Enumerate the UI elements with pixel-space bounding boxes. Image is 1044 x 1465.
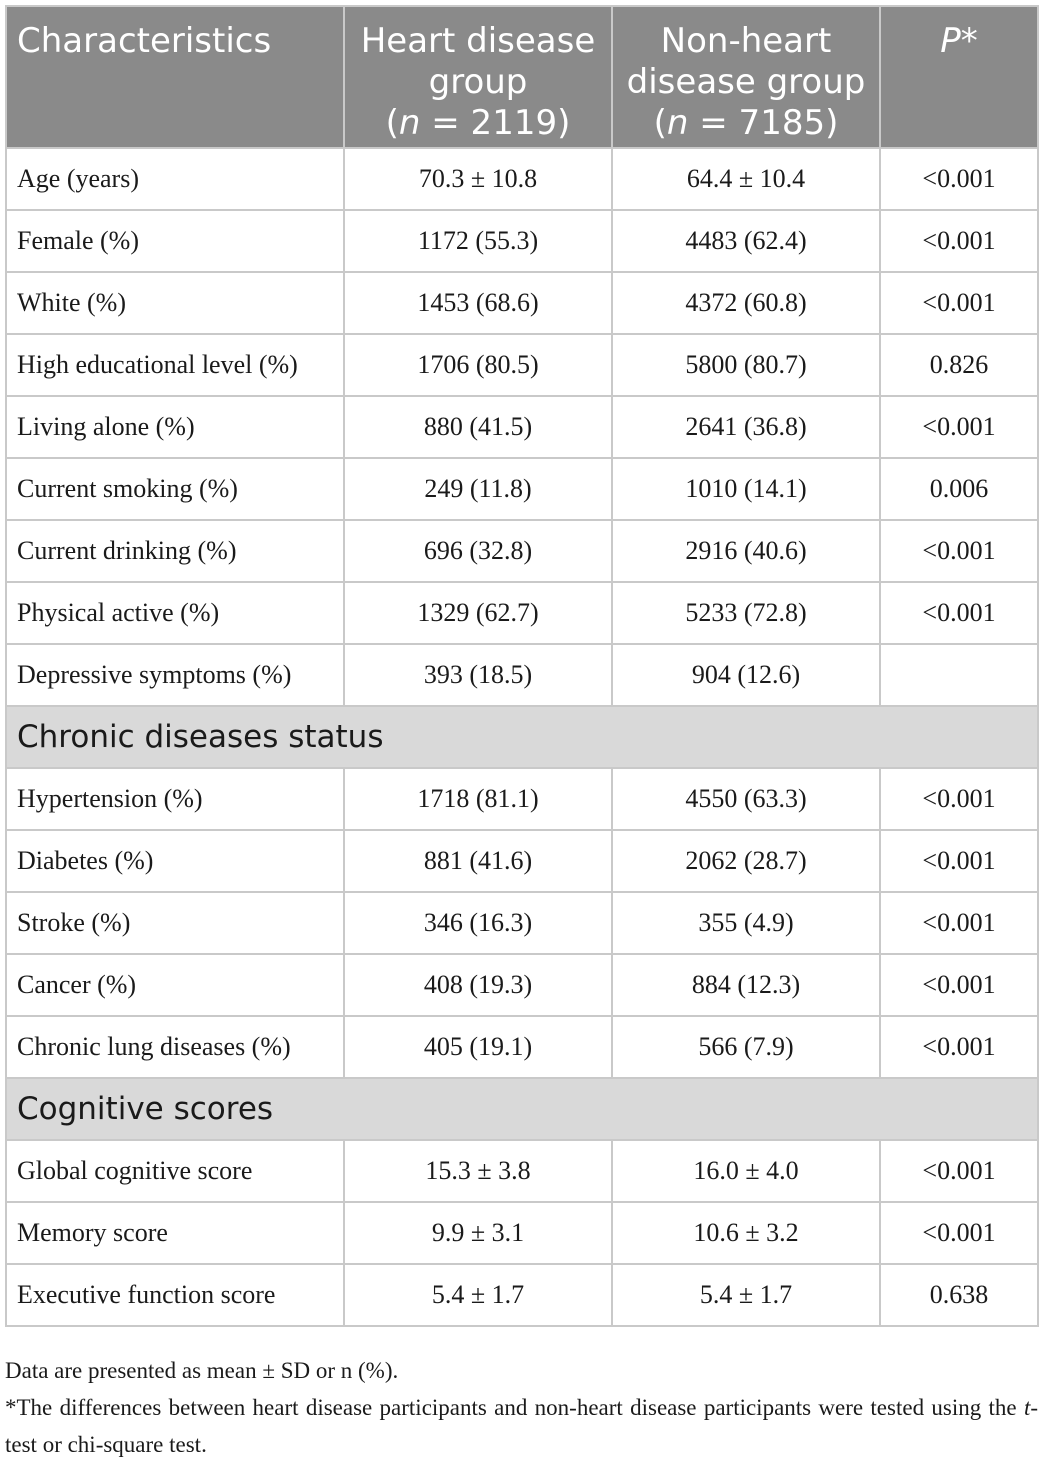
header-non-heart-disease-group: Non-heart disease group (n = 7185) <box>612 6 880 148</box>
heart-value: 346 (16.3) <box>344 892 612 954</box>
row-label: High educational level (%) <box>6 334 344 396</box>
table-row <box>6 892 1038 954</box>
characteristics-table <box>5 5 1039 1327</box>
p-value: 0.638 <box>880 1264 1038 1326</box>
row-label: White (%) <box>6 272 344 334</box>
heart-value: 15.3 ± 3.8 <box>344 1140 612 1202</box>
p-value: <0.001 <box>880 272 1038 334</box>
row-label: Female (%) <box>6 210 344 272</box>
table-row <box>6 768 1038 830</box>
row-label: Chronic lung diseases (%) <box>6 1016 344 1078</box>
heart-value: 1172 (55.3) <box>344 210 612 272</box>
nonheart-value: 2641 (36.8) <box>612 396 880 458</box>
nonheart-value: 884 (12.3) <box>612 954 880 1016</box>
table-row <box>6 458 1038 520</box>
p-value: <0.001 <box>880 396 1038 458</box>
table-row <box>6 210 1038 272</box>
nonheart-value: 5233 (72.8) <box>612 582 880 644</box>
p-value: <0.001 <box>880 1140 1038 1202</box>
nonheart-value: 355 (4.9) <box>612 892 880 954</box>
section-title: Cognitive scores <box>6 1078 1038 1140</box>
row-label: Current smoking (%) <box>6 458 344 520</box>
p-value: <0.001 <box>880 582 1038 644</box>
row-label: Depressive symptoms (%) <box>6 644 344 706</box>
heart-value: 880 (41.5) <box>344 396 612 458</box>
nonheart-value: 5800 (80.7) <box>612 334 880 396</box>
nonheart-value: 1010 (14.1) <box>612 458 880 520</box>
table-row <box>6 1202 1038 1264</box>
row-label: Physical active (%) <box>6 582 344 644</box>
nonheart-value: 2062 (28.7) <box>612 830 880 892</box>
table-header-row <box>6 6 1038 148</box>
heart-value: 5.4 ± 1.7 <box>344 1264 612 1326</box>
nonheart-value: 64.4 ± 10.4 <box>612 148 880 210</box>
row-label: Stroke (%) <box>6 892 344 954</box>
table-row <box>6 1140 1038 1202</box>
row-label: Memory score <box>6 1202 344 1264</box>
table-row <box>6 582 1038 644</box>
row-label: Current drinking (%) <box>6 520 344 582</box>
nonheart-value: 4483 (62.4) <box>612 210 880 272</box>
p-value: <0.001 <box>880 768 1038 830</box>
heart-value: 1453 (68.6) <box>344 272 612 334</box>
table-row <box>6 954 1038 1016</box>
p-value: <0.001 <box>880 954 1038 1016</box>
table-row <box>6 644 1038 706</box>
row-label: Cancer (%) <box>6 954 344 1016</box>
p-value: <0.001 <box>880 892 1038 954</box>
heart-value: 881 (41.6) <box>344 830 612 892</box>
heart-value: 249 (11.8) <box>344 458 612 520</box>
heart-value: 408 (19.3) <box>344 954 612 1016</box>
table-row <box>6 148 1038 210</box>
p-value: <0.001 <box>880 1016 1038 1078</box>
heart-value: 393 (18.5) <box>344 644 612 706</box>
heart-value: 405 (19.1) <box>344 1016 612 1078</box>
heart-value: 9.9 ± 3.1 <box>344 1202 612 1264</box>
heart-value: 1329 (62.7) <box>344 582 612 644</box>
table-row <box>6 1264 1038 1326</box>
table-row <box>6 334 1038 396</box>
row-label: Age (years) <box>6 148 344 210</box>
table-row <box>6 1016 1038 1078</box>
table-row <box>6 520 1038 582</box>
header-p-value: P* <box>880 6 1038 148</box>
table-row <box>6 396 1038 458</box>
footnote-statistical-test: *The differences between heart disease participants and non-heart disease participants were tested using the t-test or chi-square test. <box>5 1395 1038 1457</box>
footnote-data-presentation: Data are presented as mean ± SD or n (%). <box>5 1358 399 1383</box>
nonheart-value: 10.6 ± 3.2 <box>612 1202 880 1264</box>
p-value: <0.001 <box>880 830 1038 892</box>
p-value: <0.001 <box>880 210 1038 272</box>
p-value <box>880 644 1038 706</box>
p-value: <0.001 <box>880 520 1038 582</box>
row-label: Global cognitive score <box>6 1140 344 1202</box>
nonheart-value: 5.4 ± 1.7 <box>612 1264 880 1326</box>
row-label: Executive function score <box>6 1264 344 1326</box>
nonheart-value: 2916 (40.6) <box>612 520 880 582</box>
p-value: 0.826 <box>880 334 1038 396</box>
p-value: 0.006 <box>880 458 1038 520</box>
header-heart-disease-group: Heart disease group (n = 2119) <box>344 6 612 148</box>
section-row-cognitive-scores <box>6 1078 1038 1140</box>
heart-value: 1706 (80.5) <box>344 334 612 396</box>
row-label: Hypertension (%) <box>6 768 344 830</box>
heart-value: 1718 (81.1) <box>344 768 612 830</box>
nonheart-value: 904 (12.6) <box>612 644 880 706</box>
p-value: <0.001 <box>880 148 1038 210</box>
section-title: Chronic diseases status <box>6 706 1038 768</box>
row-label: Diabetes (%) <box>6 830 344 892</box>
heart-value: 70.3 ± 10.8 <box>344 148 612 210</box>
table-row <box>6 272 1038 334</box>
nonheart-value: 16.0 ± 4.0 <box>612 1140 880 1202</box>
section-row-chronic-diseases <box>6 706 1038 768</box>
nonheart-value: 566 (7.9) <box>612 1016 880 1078</box>
p-value: <0.001 <box>880 1202 1038 1264</box>
row-label: Living alone (%) <box>6 396 344 458</box>
nonheart-value: 4372 (60.8) <box>612 272 880 334</box>
table-row <box>6 830 1038 892</box>
nonheart-value: 4550 (63.3) <box>612 768 880 830</box>
heart-value: 696 (32.8) <box>344 520 612 582</box>
header-characteristics: Characteristics <box>6 6 344 148</box>
